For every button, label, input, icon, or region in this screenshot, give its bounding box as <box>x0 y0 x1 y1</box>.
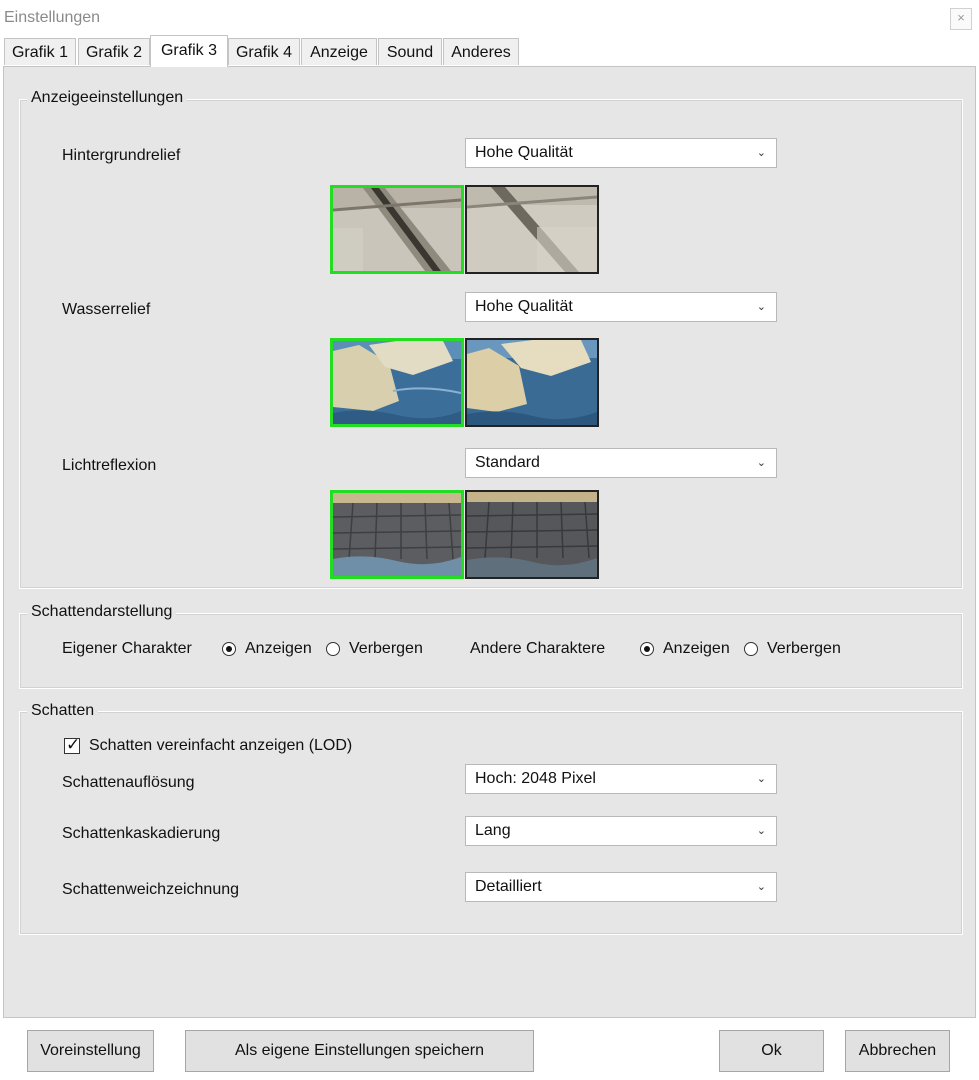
ok-button[interactable]: Ok <box>719 1030 824 1072</box>
light-reflection-select[interactable] <box>465 448 777 478</box>
background-relief-select[interactable] <box>465 138 777 168</box>
shadow-display-legend: Schattendarstellung <box>27 603 176 621</box>
background-relief-preview-high[interactable] <box>330 185 464 274</box>
lod-checkbox-label[interactable]: Schatten vereinfacht anzeigen (LOD) <box>89 737 353 754</box>
brick-wall-image <box>333 493 461 576</box>
chevron-down-icon: ⌄ <box>756 881 766 893</box>
tab-sound[interactable]: Sound <box>378 38 442 65</box>
stone-tile-image <box>333 188 461 271</box>
chevron-down-icon: ⌄ <box>756 825 766 837</box>
other-characters-hide-radio[interactable] <box>744 642 758 656</box>
background-relief-preview-standard[interactable] <box>465 185 599 274</box>
shadow-cascading-label: Schattenkaskadierung <box>62 825 221 842</box>
chevron-down-icon: ⌄ <box>756 147 766 159</box>
water-rocks-image <box>333 341 461 424</box>
water-relief-value: Hohe Qualität <box>475 298 573 315</box>
other-characters-show-label[interactable]: Anzeigen <box>663 640 730 657</box>
chevron-down-icon: ⌄ <box>756 301 766 313</box>
title-bar <box>0 0 979 36</box>
shadow-softening-label: Schattenweichzeichnung <box>62 881 240 898</box>
tab-grafik-1[interactable]: Grafik 1 <box>4 38 76 65</box>
stone-tile-image <box>467 187 597 272</box>
shadow-softening-value: Detailliert <box>475 878 542 895</box>
tab-grafik-2[interactable]: Grafik 2 <box>78 38 150 65</box>
preset-button[interactable]: Voreinstellung <box>27 1030 154 1072</box>
chevron-down-icon: ⌄ <box>756 773 766 785</box>
lod-checkbox[interactable] <box>64 735 81 754</box>
window-title: Einstellungen <box>4 9 101 26</box>
display-settings-legend: Anzeigeeinstellungen <box>27 89 187 107</box>
tab-anderes[interactable]: Anderes <box>443 38 519 65</box>
shadow-softening-select[interactable] <box>465 872 777 902</box>
tab-grafik-3[interactable]: Grafik 3 <box>150 35 228 67</box>
tab-anzeige[interactable]: Anzeige <box>301 38 377 65</box>
shadow-resolution-select[interactable] <box>465 764 777 794</box>
shadow-cascading-select[interactable] <box>465 816 777 846</box>
tab-grafik-4[interactable]: Grafik 4 <box>228 38 300 65</box>
checkmark-icon: ✓ <box>66 735 81 754</box>
own-character-label: Eigener Charakter <box>62 640 192 657</box>
water-relief-preview-standard[interactable] <box>465 338 599 427</box>
light-reflection-preview-high[interactable] <box>330 490 464 579</box>
close-button[interactable]: × <box>950 8 972 30</box>
other-characters-show-radio[interactable] <box>640 642 654 656</box>
own-character-hide-radio[interactable] <box>326 642 340 656</box>
light-reflection-label: Lichtreflexion <box>62 457 157 474</box>
brick-wall-image <box>467 492 597 577</box>
water-rocks-image <box>467 340 597 425</box>
background-relief-value: Hohe Qualität <box>475 144 573 161</box>
shadow-cascading-value: Lang <box>475 822 511 839</box>
shadow-resolution-value: Hoch: 2048 Pixel <box>475 770 596 787</box>
tab-panel <box>3 66 976 1018</box>
other-characters-hide-label[interactable]: Verbergen <box>767 640 841 657</box>
shadow-resolution-label: Schattenauflösung <box>62 774 195 791</box>
other-characters-label: Andere Charaktere <box>470 640 606 657</box>
chevron-down-icon: ⌄ <box>756 457 766 469</box>
own-character-show-radio[interactable] <box>222 642 236 656</box>
background-relief-label: Hintergrundrelief <box>62 147 181 164</box>
water-relief-label: Wasserrelief <box>62 301 151 318</box>
water-relief-preview-high[interactable] <box>330 338 464 427</box>
save-own-settings-button[interactable]: Als eigene Einstellungen speichern <box>185 1030 534 1072</box>
water-relief-select[interactable] <box>465 292 777 322</box>
cancel-button[interactable]: Abbrechen <box>845 1030 950 1072</box>
light-reflection-preview-standard[interactable] <box>465 490 599 579</box>
own-character-hide-label[interactable]: Verbergen <box>349 640 423 657</box>
shadows-legend: Schatten <box>27 702 98 720</box>
light-reflection-value: Standard <box>475 454 540 471</box>
own-character-show-label[interactable]: Anzeigen <box>245 640 312 657</box>
